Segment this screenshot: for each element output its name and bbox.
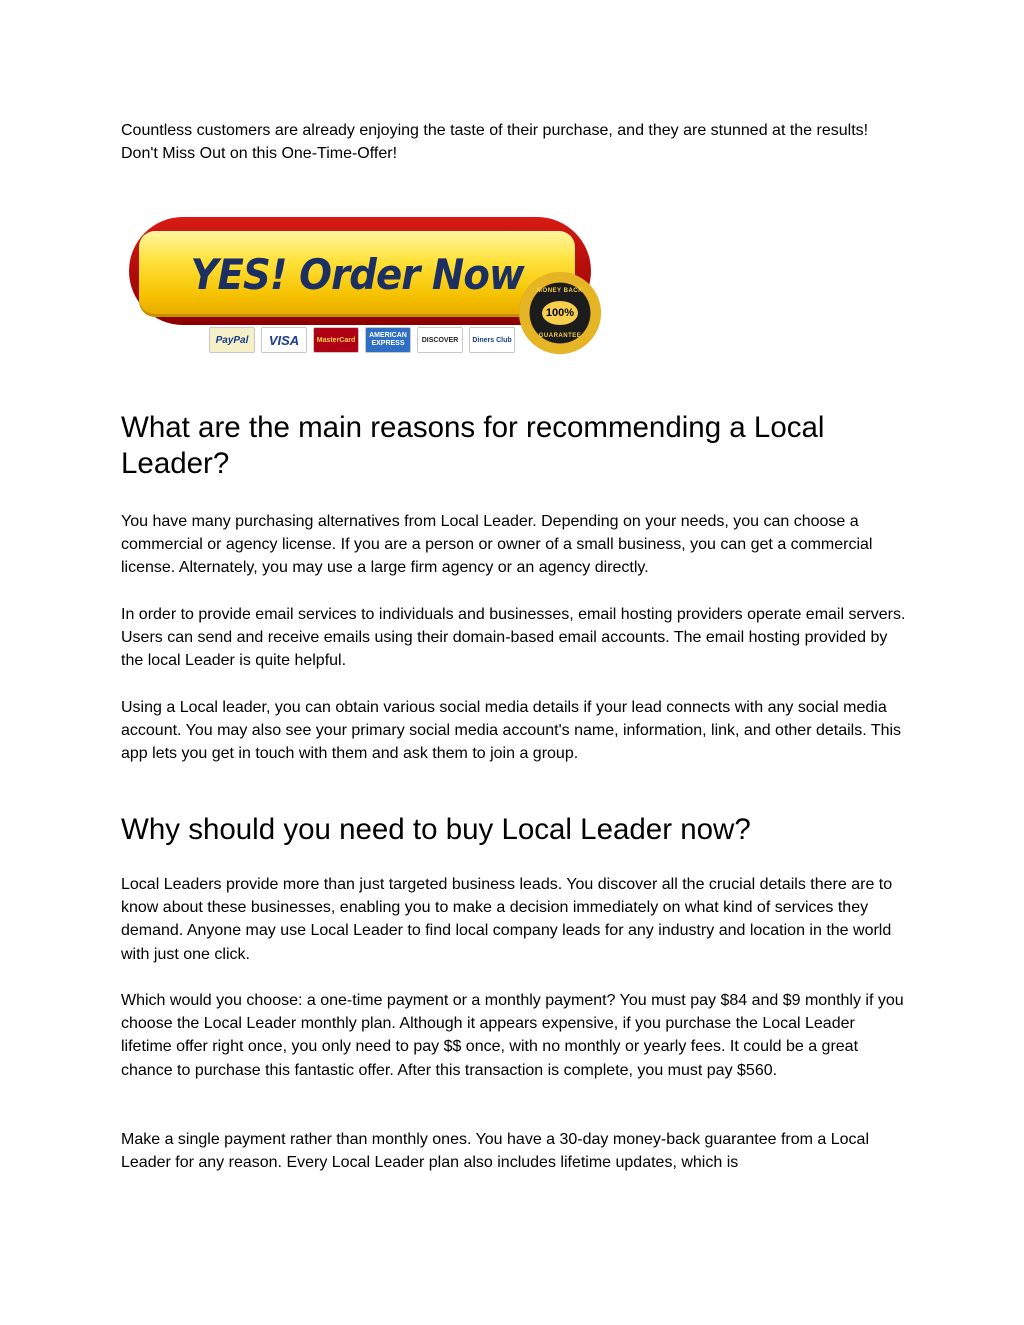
- seal-bottom-text: GUARANTEE: [538, 333, 582, 339]
- order-now-label: YES! Order Now: [190, 249, 524, 299]
- discover-icon: DISCOVER: [417, 327, 463, 353]
- seal-center-text: 100%: [542, 301, 578, 325]
- mastercard-icon: MasterCard: [313, 327, 359, 353]
- paragraph-email-hosting: In order to provide email services to individuals and businesses, email hosting providers operate email servers. Users can send and receive emails using their domain-based email accounts. The email hosting provided by the local Leader is quite helpful.: [121, 606, 906, 670]
- diners-club-icon: Diners Club: [469, 327, 515, 353]
- order-now-button[interactable]: [129, 212, 604, 362]
- section-heading-why-buy: Why should you need to buy Local Leader now?: [121, 813, 751, 846]
- paypal-icon: PayPal: [209, 327, 255, 353]
- intro-paragraph: Countless customers are already enjoying the taste of their purchase, and they are stunned at the results! Don't Miss Out on this One-Time-Offer!: [121, 122, 869, 163]
- payment-icons: [209, 327, 515, 353]
- paragraph-payment-options: Which would you choose: a one-time payment or a monthly payment? You must pay $84 and $9 monthly if you choose the Local Leader monthly plan. Although it appears expensive, if you purchase the Local Leader lifetime offer right once, you only need to pay $$ once, with no monthly or yearly fees. It could be a great chance to purchase this fantastic offer. After this transaction is complete, you must pay $560.: [121, 992, 904, 1079]
- paragraph-social-media: Using a Local leader, you can obtain various social media details if your lead connects with any social media account. You may also see your primary social media account's name, information, link, and other details. This app lets you get in touch with them and ask them to join a group.: [121, 699, 902, 763]
- visa-icon: VISA: [261, 327, 307, 353]
- american-express-icon: AMERICAN EXPRESS: [365, 327, 411, 353]
- money-back-guarantee-seal-icon: [519, 272, 601, 354]
- section-heading-reasons: What are the main reasons for recommending a Local Leader?: [121, 411, 825, 480]
- button-face: [139, 231, 575, 317]
- paragraph-purchasing-alternatives: You have many purchasing alternatives from Local Leader. Depending on your needs, you can choose a commercial or agency license. If you are a person or owner of a small business, you can get a commercial license. Alternately, you may use a large firm agency or an agency directly.: [121, 513, 873, 577]
- paragraph-guarantee: Make a single payment rather than monthly ones. You have a 30-day money-back guarantee from a Local Leader for any reason. Every Local Leader plan also includes lifetime updates, which is: [121, 1131, 870, 1172]
- paragraph-targeted-leads: Local Leaders provide more than just targeted business leads. You discover all the crucial details there are to know about these businesses, enabling you to make a decision immediately on what kind of services they demand. Anyone may use Local Leader to find local company leads for any industry and location in the world with just one click.: [121, 876, 893, 963]
- seal-top-text: MONEY BACK: [537, 288, 583, 294]
